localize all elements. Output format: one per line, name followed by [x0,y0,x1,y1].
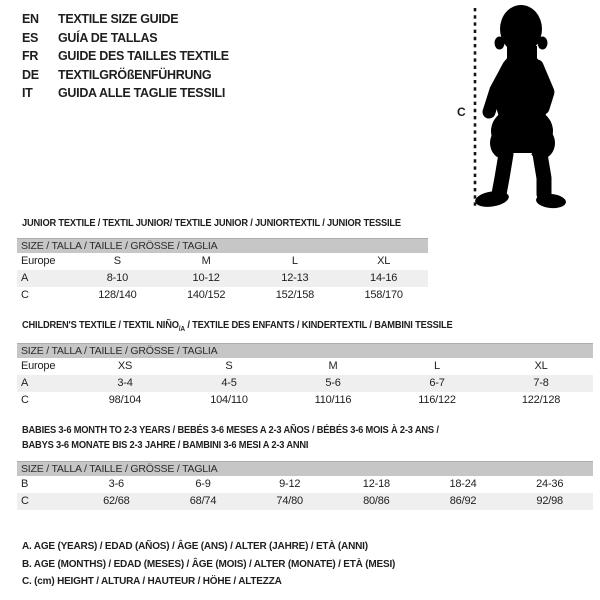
height-figure [457,2,584,212]
age-cell: 8-10 [106,272,128,284]
table-row [17,270,428,287]
language-code: FR [22,49,39,63]
age-cell: 14-16 [370,272,398,284]
language-code: ES [22,30,39,45]
size-cell: L [434,360,440,372]
table-row [17,253,428,270]
table-row [17,375,593,392]
height-cell: 116/122 [418,394,456,406]
size-header-bar: SIZE / TALLA / TAILLE / GRÖSSE / TAGLIA [17,343,593,358]
junior-size-table [17,238,428,304]
language-title: GUÍA DE TALLAS [58,30,158,45]
age-cell: 12-13 [281,272,309,284]
size-cell: M [201,255,211,267]
age-cell: 24-36 [536,478,564,490]
age-cell: 6-9 [195,478,211,490]
row-label: A [21,377,29,389]
language-row-de [22,66,229,85]
language-code: DE [22,67,39,82]
row-label: Europe [21,360,56,372]
babies-table-title [22,423,439,453]
table-row [17,392,593,409]
size-cell: M [328,360,338,372]
language-title: GUIDE DES TAILLES TEXTILE [58,49,229,63]
footnote-height: C. (cm) HEIGHT / ALTURA / HAUTEUR / HÖHE / ALTEZZA [22,576,282,587]
age-cell: 6-7 [429,377,445,389]
babies-size-table [17,461,593,510]
age-cell: 9-12 [279,478,301,490]
babies-title-line1: BABIES 3-6 MONTH TO 2-3 YEARS / BEBÉS 3-6 MESES A 2-3 AÑOS / BÉBÉS 3-6 MOIS À 2-3 ANS / [22,425,439,436]
height-cell: 68/74 [189,495,217,507]
language-header [22,10,229,103]
language-code: IT [22,86,33,100]
size-header-bar: SIZE / TALLA / TAILLE / GRÖSSE / TAGLIA [17,238,428,253]
height-cell: 110/116 [314,394,352,406]
children-table-title [22,319,453,336]
title-subscript: /A [178,326,185,333]
language-title: TEXTILE SIZE GUIDE [58,12,179,26]
size-header-bar: SIZE / TALLA / TAILLE / GRÖSSE / TAGLIA [17,461,593,476]
height-cell: 80/86 [363,495,390,507]
language-code: EN [22,12,39,26]
row-label: Europe [21,255,56,267]
age-cell: 18-24 [449,478,477,490]
height-cell: 62/68 [103,495,130,507]
footnote-age-years: A. AGE (YEARS) / EDAD (AÑOS) / ÂGE (ANS) / ALTER (JAHRE) / ETÀ (ANNI) [22,541,368,552]
age-cell: 3-4 [117,377,133,389]
language-row-fr [22,47,229,66]
height-measure-label: C [457,105,466,119]
height-cell: 86/92 [449,495,477,507]
height-cell: 140/152 [186,289,226,301]
height-cell: 74/80 [276,495,303,507]
junior-table-title: JUNIOR TEXTILE / TEXTIL JUNIOR/ TEXTILE JUNIOR / JUNIORTEXTIL / JUNIOR TESSILE [22,218,401,229]
age-cell: 4-5 [221,377,237,389]
table-row [17,287,428,304]
row-label: B [21,478,29,490]
row-label: A [21,272,29,284]
language-title: GUIDA ALLE TAGLIE TESSILI [58,86,226,100]
age-cell: 7-8 [533,377,549,389]
title-text: CHILDREN'S TEXTILE / TEXTIL NIÑO [22,320,179,331]
height-cell: 92/98 [536,495,563,507]
table-row [17,493,593,510]
age-cell: 3-6 [108,478,124,490]
row-label: C [21,289,29,301]
size-cell: L [291,255,298,267]
language-row-en [22,10,229,29]
language-row-it [22,84,229,103]
age-cell: 12-18 [362,478,390,490]
height-cell: 104/110 [210,394,248,406]
age-cell: 10-12 [192,272,220,284]
age-cell: 5-6 [325,377,341,389]
babies-title-line2: BABYS 3-6 MONATE BIS 2-3 JAHRE / BAMBINI 3-6 MESI A 2-3 ANNI [22,440,309,451]
toddler-silhouette-icon [462,2,584,212]
language-title: TEXTILGRÖßENFÜHRUNG [58,67,212,82]
children-size-table [17,343,593,409]
height-cell: 152/158 [275,289,315,301]
size-cell: S [113,255,121,267]
table-row [17,476,593,493]
height-cell: 98/104 [108,394,142,406]
height-cell: 158/170 [364,289,403,301]
footnote-age-months: B. AGE (MONTHS) / EDAD (MESES) / ÂGE (MOIS) / ALTER (MONATE) / ETÀ (MESI) [22,558,396,570]
height-cell: 122/128 [521,394,561,406]
table-row [17,358,593,375]
size-cell: XS [117,360,133,372]
row-label: C [21,394,29,406]
size-cell: XL [377,255,391,267]
legend-footnotes [22,538,395,591]
height-cell: 128/140 [98,289,137,301]
size-cell: S [225,360,233,372]
language-row-es [22,29,229,48]
row-label: C [21,495,29,507]
size-cell: XL [534,360,548,372]
title-text: / TEXTILE DES ENFANTS / KINDERTEXTIL / BAMBINI TESSILE [184,320,453,331]
